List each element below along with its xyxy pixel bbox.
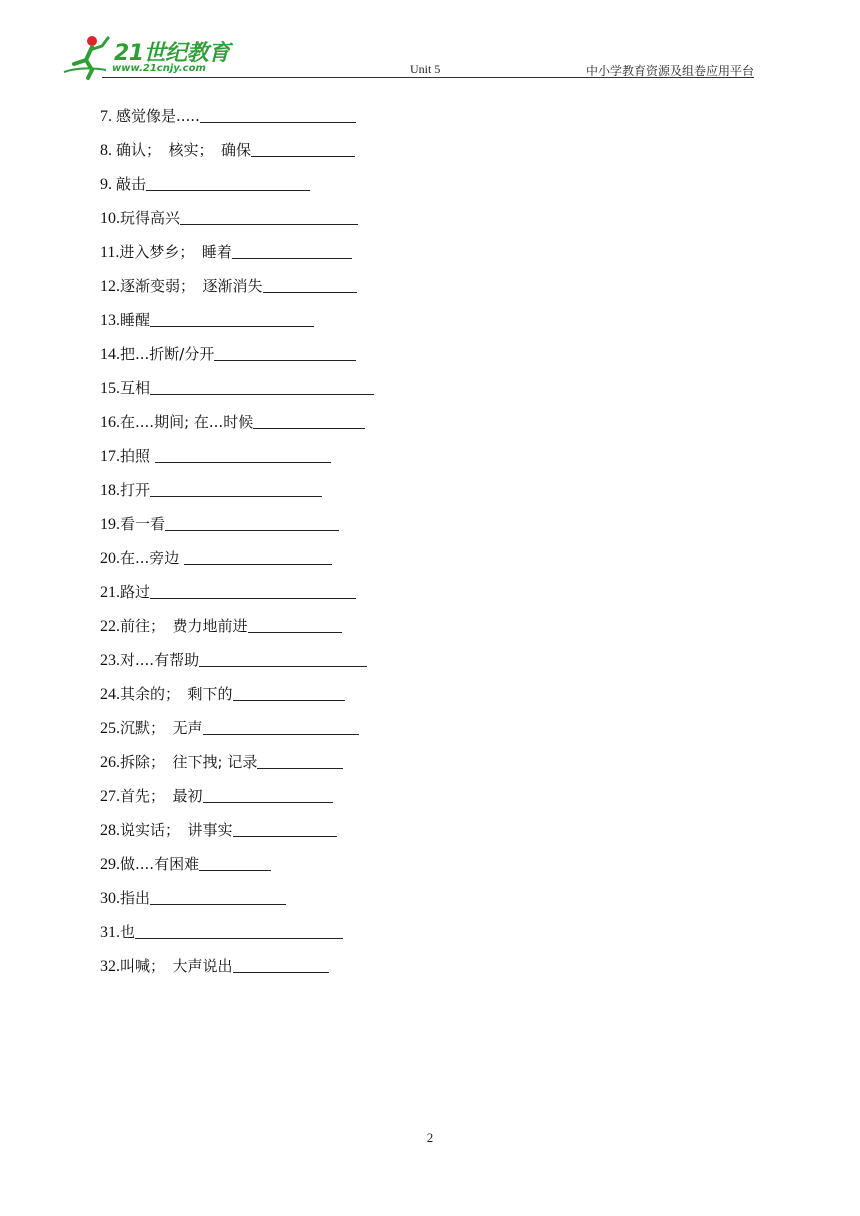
item-text: 看一看 xyxy=(120,515,166,533)
item-text: 路过 xyxy=(120,583,151,601)
list-item xyxy=(100,886,286,910)
answer-blank[interactable] xyxy=(180,208,358,225)
logo-url: www.21cnjy.com xyxy=(112,63,206,74)
item-text: 首先； 最初 xyxy=(120,787,203,805)
item-number: 32. xyxy=(100,958,120,975)
list-item xyxy=(100,546,332,570)
item-text: 拆除； 往下拽; 记录 xyxy=(120,753,258,771)
list-item xyxy=(100,954,329,978)
list-item xyxy=(100,818,337,842)
item-number: 30. xyxy=(100,890,120,907)
list-item xyxy=(100,750,343,774)
answer-blank[interactable] xyxy=(257,752,343,769)
logo xyxy=(62,34,232,80)
item-text: 感觉像是..... xyxy=(116,107,200,125)
item-number: 18. xyxy=(100,482,120,499)
list-item xyxy=(100,682,345,706)
item-text: 逐渐变弱； 逐渐消失 xyxy=(120,277,263,295)
item-text: 玩得高兴 xyxy=(120,209,181,227)
item-number: 14. xyxy=(100,346,120,363)
answer-blank[interactable] xyxy=(233,684,345,701)
answer-blank[interactable] xyxy=(263,276,357,293)
item-number: 9. xyxy=(100,176,116,193)
answer-blank[interactable] xyxy=(150,888,286,905)
answer-blank[interactable] xyxy=(200,106,356,123)
item-number: 10. xyxy=(100,210,120,227)
answer-blank[interactable] xyxy=(150,378,374,395)
list-item xyxy=(100,342,356,366)
item-number: 7. xyxy=(100,108,116,125)
item-number: 26. xyxy=(100,754,120,771)
item-number: 24. xyxy=(100,686,120,703)
item-number: 29. xyxy=(100,856,120,873)
list-item xyxy=(100,240,352,264)
list-item xyxy=(100,852,271,876)
answer-blank[interactable] xyxy=(165,514,339,531)
answer-blank[interactable] xyxy=(214,344,356,361)
answer-blank[interactable] xyxy=(203,718,359,735)
answer-blank[interactable] xyxy=(199,854,271,871)
list-item xyxy=(100,648,367,672)
page-number: 2 xyxy=(426,1130,434,1145)
answer-blank[interactable] xyxy=(150,582,356,599)
item-text: 睡醒 xyxy=(120,311,151,329)
item-number: 16. xyxy=(100,414,120,431)
list-item xyxy=(100,274,357,298)
answer-blank[interactable] xyxy=(203,786,333,803)
logo-text: 21世纪教育 xyxy=(114,41,230,66)
answer-blank[interactable] xyxy=(233,956,329,973)
list-item xyxy=(100,308,314,332)
answer-blank[interactable] xyxy=(233,820,337,837)
unit-label: Unit 5 xyxy=(410,62,441,76)
item-text: 拍照 xyxy=(120,447,155,465)
list-item xyxy=(100,138,355,162)
item-number: 28. xyxy=(100,822,120,839)
item-number: 21. xyxy=(100,584,120,601)
answer-blank[interactable] xyxy=(199,650,367,667)
list-item xyxy=(100,478,322,502)
list-item xyxy=(100,376,374,400)
page-header xyxy=(0,0,860,90)
platform-label: 中小学教育资源及组卷应用平台 xyxy=(585,64,754,78)
answer-blank[interactable] xyxy=(248,616,342,633)
list-item xyxy=(100,716,359,740)
item-number: 15. xyxy=(100,380,120,397)
list-item xyxy=(100,920,343,944)
item-text: 指出 xyxy=(120,889,151,907)
item-text: 把...折断/分开 xyxy=(120,345,215,363)
list-item xyxy=(100,614,342,638)
answer-blank[interactable] xyxy=(150,310,314,327)
item-number: 17. xyxy=(100,448,120,465)
item-text: 前往； 费力地前进 xyxy=(120,617,248,635)
item-text: 叫喊； 大声说出 xyxy=(120,957,233,975)
item-number: 23. xyxy=(100,652,120,669)
item-number: 12. xyxy=(100,278,120,295)
item-text: 做....有困难 xyxy=(120,855,200,873)
item-number: 22. xyxy=(100,618,120,635)
item-text: 对....有帮助 xyxy=(120,651,200,669)
header-divider xyxy=(102,77,754,78)
item-text: 打开 xyxy=(120,481,151,499)
item-number: 31. xyxy=(100,924,120,941)
list-item xyxy=(100,172,310,196)
item-text: 进入梦乡； 睡着 xyxy=(119,243,232,261)
item-text: 互相 xyxy=(120,379,151,397)
item-number: 25. xyxy=(100,720,120,737)
list-item xyxy=(100,512,339,536)
answer-blank[interactable] xyxy=(150,480,322,497)
list-item xyxy=(100,410,365,434)
item-number: 11. xyxy=(100,244,120,261)
answer-blank[interactable] xyxy=(253,412,365,429)
item-number: 8. xyxy=(100,142,116,159)
item-text: 在...旁边 xyxy=(120,549,185,567)
item-number: 27. xyxy=(100,788,120,805)
list-item xyxy=(100,206,358,230)
item-text: 也 xyxy=(120,923,136,941)
answer-blank[interactable] xyxy=(146,174,310,191)
list-item xyxy=(100,784,333,808)
item-text: 在....期间; 在...时候 xyxy=(120,413,254,431)
runner-icon xyxy=(62,34,112,80)
answer-blank[interactable] xyxy=(232,242,352,259)
item-text: 其余的； 剩下的 xyxy=(120,685,233,703)
item-text: 说实话； 讲事实 xyxy=(120,821,233,839)
answer-blank[interactable] xyxy=(184,548,332,565)
item-number: 19. xyxy=(100,516,120,533)
list-item xyxy=(100,580,356,604)
item-text: 沉默； 无声 xyxy=(120,719,203,737)
item-number: 20. xyxy=(100,550,120,567)
item-number: 13. xyxy=(100,312,120,329)
answer-blank[interactable] xyxy=(135,922,343,939)
answer-blank[interactable] xyxy=(155,446,331,463)
list-item xyxy=(100,444,331,468)
item-text: 确认； 核实； 确保 xyxy=(116,141,252,159)
answer-blank[interactable] xyxy=(251,140,355,157)
list-item xyxy=(100,104,356,128)
item-text: 敲击 xyxy=(116,175,147,193)
